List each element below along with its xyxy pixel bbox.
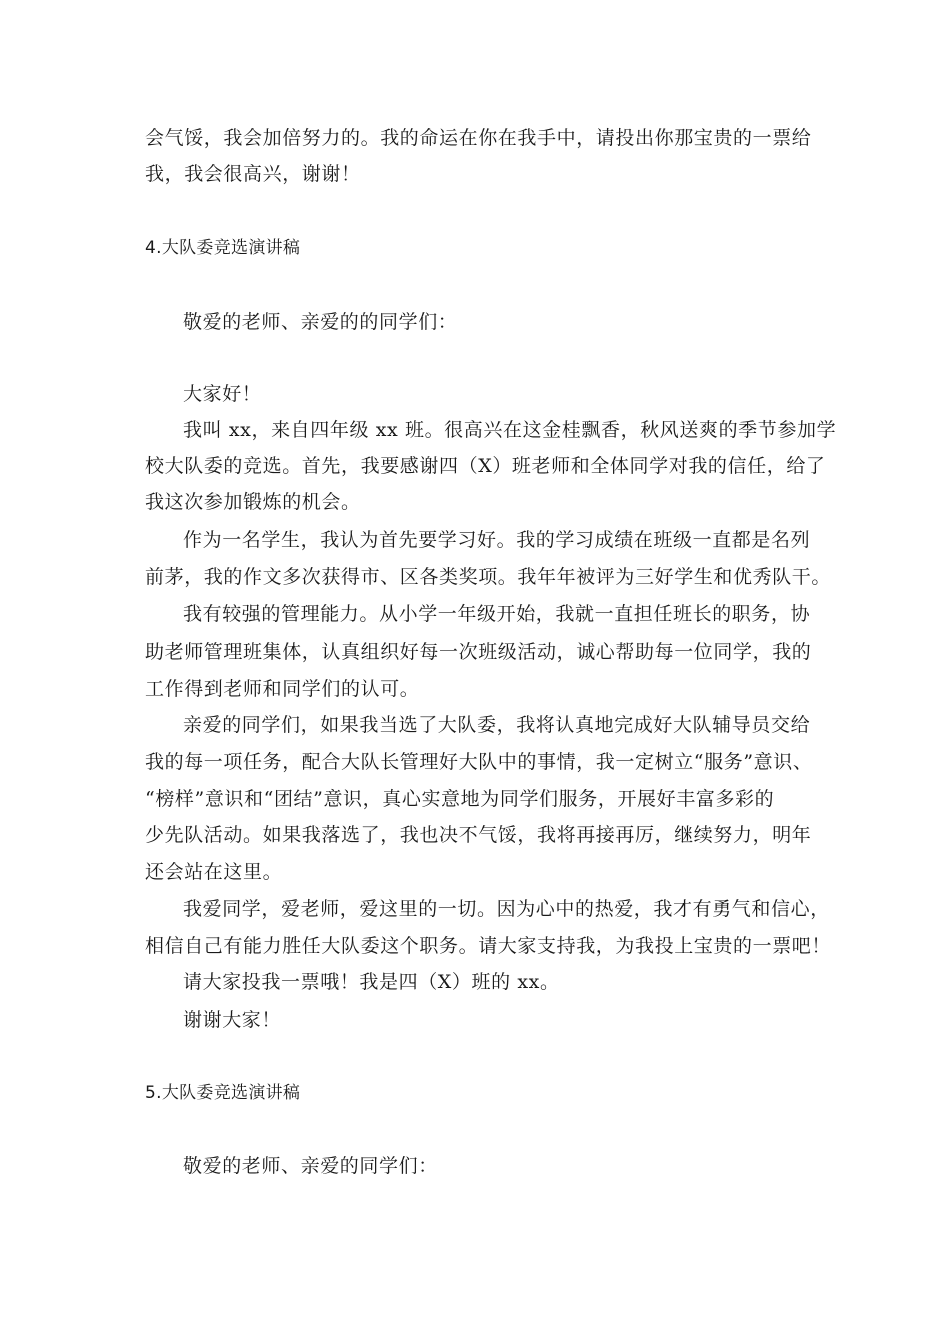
paragraph-line: 我有较强的管理能力。从小学一年级开始，我就一直担任班长的职务，协 bbox=[183, 603, 811, 625]
paragraph-line: 我这次参加锻炼的机会。 bbox=[145, 491, 361, 513]
paragraph-line: 还会站在这里。 bbox=[145, 861, 283, 883]
paragraph-line: 少先队活动。如果我落选了，我也决不气馁，我将再接再厉，继续努力，明年 bbox=[145, 824, 812, 846]
paragraph-line: 校大队委的竞选。首先，我要感谢四（X）班老师和全体同学对我的信任，给了 bbox=[145, 455, 826, 477]
greeting: 大家好！ bbox=[183, 383, 262, 405]
paragraph-line: 我，我会很高兴，谢谢！ bbox=[145, 163, 361, 185]
salutation: 敬爱的老师、亲爱的的同学们： bbox=[183, 311, 458, 333]
paragraph-line: 我的每一项任务，配合大队长管理好大队中的事情，我一定树立“服务”意识、 bbox=[145, 751, 813, 773]
paragraph-line: 会气馁，我会加倍努力的。我的命运在你在我手中，请投出你那宝贵的一票给 bbox=[145, 127, 812, 149]
paragraph-line: 谢谢大家！ bbox=[183, 1009, 282, 1031]
section-heading: 4.大队委竞选演讲稿 bbox=[145, 238, 301, 258]
paragraph-line: “榜样”意识和“团结”意识，真心实意地为同学们服务，开展好丰富多彩的 bbox=[145, 788, 775, 810]
paragraph-line: 亲爱的同学们，如果我当选了大队委，我将认真地完成好大队辅导员交给 bbox=[183, 714, 811, 736]
paragraph-line: 请大家投我一票哦！我是四（X）班的 xx。 bbox=[183, 971, 560, 993]
section-heading: 5.大队委竞选演讲稿 bbox=[145, 1083, 301, 1103]
paragraph-line: 相信自己有能力胜任大队委这个职务。请大家支持我，为我投上宝贵的一票吧！ bbox=[145, 935, 832, 957]
paragraph-line: 作为一名学生，我认为首先要学习好。我的学习成绩在班级一直都是名列 bbox=[183, 529, 811, 551]
paragraph-line: 前茅，我的作文多次获得市、区各类奖项。我年年被评为三好学生和优秀队干。 bbox=[145, 566, 832, 588]
paragraph-line: 我叫 xx，来自四年级 xx 班。很高兴在这金桂飘香，秋风送爽的季节参加学 bbox=[183, 419, 837, 441]
paragraph-line: 助老师管理班集体，认真组织好每一次班级活动，诚心帮助每一位同学，我的 bbox=[145, 641, 812, 663]
paragraph-line: 工作得到老师和同学们的认可。 bbox=[145, 678, 420, 700]
paragraph-line: 我爱同学，爱老师，爱这里的一切。因为心中的热爱，我才有勇气和信心， bbox=[183, 898, 830, 920]
salutation: 敬爱的老师、亲爱的同学们： bbox=[183, 1155, 438, 1177]
